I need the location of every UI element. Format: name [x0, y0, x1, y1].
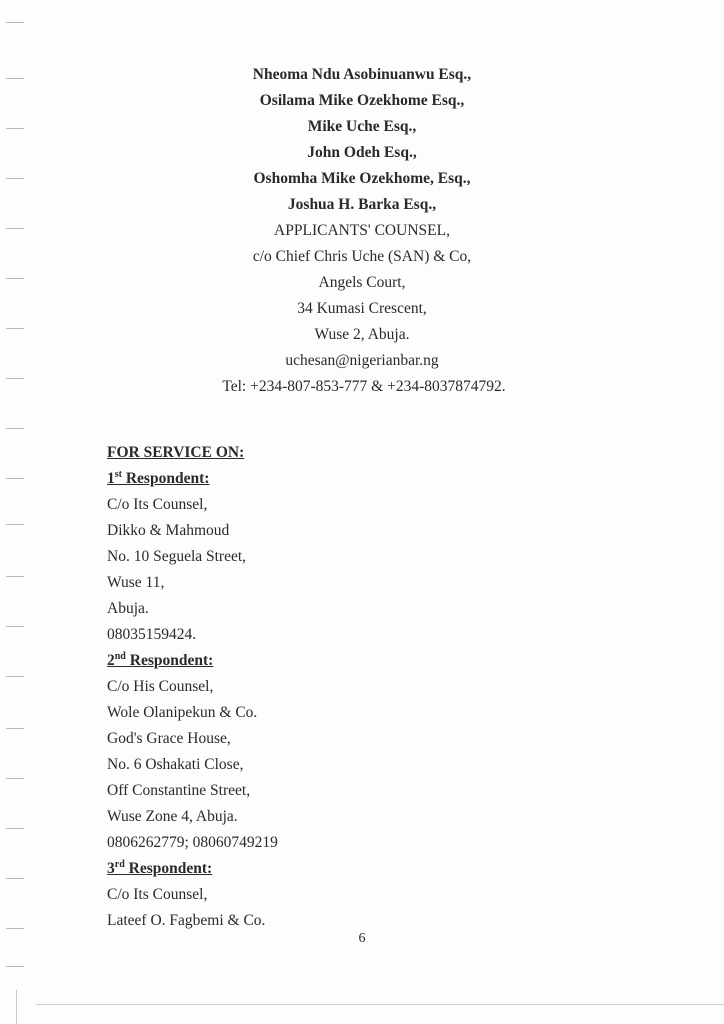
counsel-role: APPLICANTS' COUNSEL,: [274, 222, 450, 239]
page-number: 6: [358, 931, 366, 946]
counsel-name: Mike Uche Esq.,: [307, 118, 417, 135]
margin-mark: [6, 828, 24, 829]
page-edge-line: [36, 1004, 724, 1005]
counsel-telephone: Tel: +234-807-853-777 & +234-8037874792.: [222, 378, 506, 395]
counsel-address-line: Angels Court,: [318, 274, 406, 291]
counsel-address-line: Wuse 2, Abuja.: [314, 326, 410, 343]
margin-mark: [6, 524, 24, 525]
respondent-2-line: God's Grace House,: [107, 730, 231, 747]
respondent-1-line: Abuja.: [107, 600, 149, 617]
counsel-name: Nheoma Ndu Asobinuanwu Esq.,: [252, 66, 472, 83]
respondent-1-line: No. 10 Seguela Street,: [107, 548, 247, 565]
margin-mark: [6, 778, 24, 779]
respondent-1-phone: 08035159424.: [107, 626, 197, 643]
respondent-1-line: Dikko & Mahmoud: [107, 522, 230, 539]
margin-mark: [16, 990, 17, 1024]
counsel-name: Osilama Mike Ozekhome Esq.,: [259, 92, 465, 109]
respondent-3-line: Lateef O. Fagbemi & Co.: [107, 912, 266, 929]
respondent-3-line: C/o Its Counsel,: [107, 886, 208, 903]
margin-mark: [6, 728, 24, 729]
counsel-block: [0, 62, 724, 400]
counsel-name: Joshua H. Barka Esq.,: [287, 196, 437, 213]
margin-mark: [6, 576, 24, 577]
service-block: [107, 440, 278, 934]
respondent-2-line: No. 6 Oshakati Close,: [107, 756, 244, 773]
counsel-name: John Odeh Esq.,: [307, 144, 417, 161]
respondent-2-line: Wuse Zone 4, Abuja.: [107, 808, 238, 825]
service-heading: FOR SERVICE ON:: [107, 444, 245, 461]
counsel-address-line: c/o Chief Chris Uche (SAN) & Co,: [252, 248, 472, 265]
respondent-2-phone: 0806262779; 08060749219: [107, 834, 278, 851]
margin-mark: [6, 478, 24, 479]
counsel-email: uchesan@nigerianbar.ng: [285, 352, 439, 369]
respondent-2-line: Off Constantine Street,: [107, 782, 251, 799]
margin-mark: [6, 428, 24, 429]
counsel-address-line: 34 Kumasi Crescent,: [297, 300, 427, 317]
respondent-2-heading: 2nd Respondent:: [107, 650, 214, 669]
margin-mark: [6, 928, 24, 929]
respondent-1-line: C/o Its Counsel,: [107, 496, 208, 513]
respondent-2-line: Wole Olanipekun & Co.: [107, 704, 258, 721]
respondent-2-line: C/o His Counsel,: [107, 678, 214, 695]
margin-mark: [6, 878, 24, 879]
margin-mark: [6, 626, 24, 627]
margin-mark: [6, 22, 24, 23]
margin-mark: [6, 966, 24, 967]
respondent-3-heading: 3rd Respondent:: [107, 858, 213, 877]
respondent-1-line: Wuse 11,: [107, 574, 165, 591]
respondent-1-heading: 1st Respondent:: [107, 468, 210, 487]
margin-mark: [6, 676, 24, 677]
counsel-name: Oshomha Mike Ozekhome, Esq.,: [253, 170, 471, 187]
